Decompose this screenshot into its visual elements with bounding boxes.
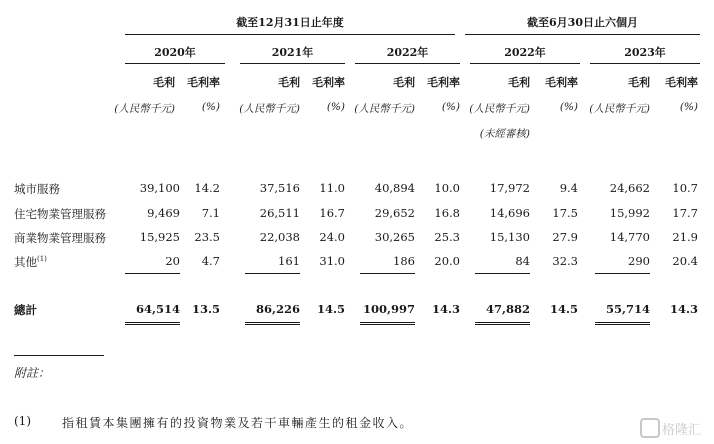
group-rule-half-year [465,34,700,35]
col-header-gross-margin: 毛利率 [187,76,220,89]
cell-gross-margin: 24.0 [319,230,345,244]
cell-gross-profit: 290 [628,254,650,268]
cell-gross-profit: 15,925 [139,230,180,244]
cell-gross-margin: 10.0 [434,181,460,195]
subtotal-rule [475,273,530,274]
row-label [14,254,47,270]
col-header-gross-margin: 毛利率 [545,76,578,89]
total-gross-profit: 100,997 [362,302,415,316]
cell-gross-margin: 20.0 [434,254,460,268]
cell-gross-profit: 17,972 [489,181,530,195]
total-double-rule [125,322,180,325]
group-header-full-year: 截至12月31日止年度 [236,16,344,29]
cell-gross-margin: 7.1 [201,206,220,220]
row-label [14,206,106,222]
row-label-text: 其他 [14,255,37,269]
year-rule-2022-h1 [470,63,580,64]
cell-gross-margin: 32.3 [552,254,578,268]
cell-gross-profit: 15,130 [489,230,530,244]
group-rule-full-year [125,34,455,35]
group-header-half-year: 截至6月30日止六個月 [527,16,638,29]
cell-gross-margin: 10.7 [672,181,698,195]
total-gross-margin: 14.3 [431,302,460,316]
unaudited-label: (未經審核) [479,128,530,140]
year-header-2023-h1: 2023年 [624,46,666,59]
cell-gross-margin: 16.7 [319,206,345,220]
year-header-2020: 2020年 [154,46,196,59]
cell-gross-margin: 16.8 [434,206,460,220]
cell-gross-profit: 161 [278,254,300,268]
note-text: 指租賃本集團擁有的投資物業及若干車輛產生的租金收入。 [62,416,414,430]
unit-rmb: (人民幣千元) [239,103,300,115]
total-double-rule [595,322,650,325]
watermark-logo-icon [640,418,660,438]
col-header-gross-profit: 毛利 [393,76,415,89]
subtotal-rule [360,273,415,274]
col-header-gross-profit: 毛利 [153,76,175,89]
total-gross-margin: 14.3 [669,302,698,316]
row-label-text: 商業物業管理服務 [14,231,106,245]
total-gross-profit: 64,514 [135,302,180,316]
unit-pct: (%) [201,101,220,113]
total-double-rule [360,322,415,325]
cell-gross-margin: 27.9 [552,230,578,244]
footnote-ref: (1) [37,255,47,264]
cell-gross-margin: 17.7 [672,206,698,220]
total-gross-profit: 55,714 [605,302,650,316]
total-gross-margin: 14.5 [316,302,345,316]
subtotal-rule [595,273,650,274]
cell-gross-profit: 26,511 [259,206,300,220]
cell-gross-profit: 15,992 [609,206,650,220]
row-label [14,230,106,246]
unit-pct: (%) [326,101,345,113]
subtotal-rule [245,273,300,274]
total-double-rule [245,322,300,325]
unit-pct: (%) [679,101,698,113]
cell-gross-profit: 30,265 [374,230,415,244]
year-rule-2020 [125,63,225,64]
total-gross-margin: 14.5 [549,302,578,316]
unit-pct: (%) [441,101,460,113]
cell-gross-margin: 14.2 [194,181,220,195]
cell-gross-profit: 39,100 [139,181,180,195]
year-header-2021: 2021年 [271,46,314,59]
unit-rmb: (人民幣千元) [114,103,175,115]
watermark-text: 格隆汇 [662,423,702,438]
cell-gross-profit: 9,469 [147,206,180,220]
cell-gross-margin: 9.4 [559,181,578,195]
cell-gross-profit: 37,516 [259,181,300,195]
cell-gross-profit: 24,662 [609,181,650,195]
notes-rule [14,355,104,356]
cell-gross-profit: 186 [393,254,415,268]
year-header-2022: 2022年 [386,46,429,59]
cell-gross-margin: 21.9 [672,230,698,244]
total-gross-profit: 86,226 [255,302,300,316]
cell-gross-profit: 22,038 [259,230,300,244]
unit-pct: (%) [559,101,578,113]
cell-gross-profit: 14,696 [489,206,530,220]
cell-gross-profit: 40,894 [374,181,415,195]
col-header-gross-profit: 毛利 [508,76,530,89]
unit-rmb: (人民幣千元) [589,103,650,115]
year-rule-2023-h1 [590,63,700,64]
year-rule-2022 [355,63,460,64]
cell-gross-margin: 31.0 [319,254,345,268]
total-gross-margin: 13.5 [191,302,220,316]
year-header-2022-h1: 2022年 [504,46,546,59]
cell-gross-profit: 20 [165,254,180,268]
cell-gross-profit: 29,652 [374,206,415,220]
cell-gross-margin: 23.5 [194,230,220,244]
col-header-gross-margin: 毛利率 [312,76,345,89]
col-header-gross-profit: 毛利 [278,76,300,89]
cell-gross-profit: 14,770 [609,230,650,244]
total-label: 總計 [14,303,37,317]
year-rule-2021 [240,63,345,64]
row-label [14,181,60,197]
cell-gross-margin: 25.3 [434,230,460,244]
col-header-gross-margin: 毛利率 [427,76,460,89]
notes-heading: 附註： [14,366,51,380]
subtotal-rule [125,273,180,274]
total-gross-profit: 47,882 [485,302,530,316]
cell-gross-margin: 17.5 [552,206,578,220]
total-double-rule [475,322,530,325]
unit-rmb: (人民幣千元) [354,103,415,115]
cell-gross-margin: 4.7 [201,254,220,268]
row-label-text: 城市服務 [14,182,60,196]
cell-gross-margin: 11.0 [319,181,345,195]
col-header-gross-margin: 毛利率 [665,76,698,89]
row-label-text: 住宅物業管理服務 [14,207,106,221]
note-marker: (1) [14,414,31,428]
cell-gross-profit: 84 [515,254,530,268]
cell-gross-margin: 20.4 [672,254,698,268]
unit-rmb: (人民幣千元) [469,103,530,115]
col-header-gross-profit: 毛利 [628,76,650,89]
